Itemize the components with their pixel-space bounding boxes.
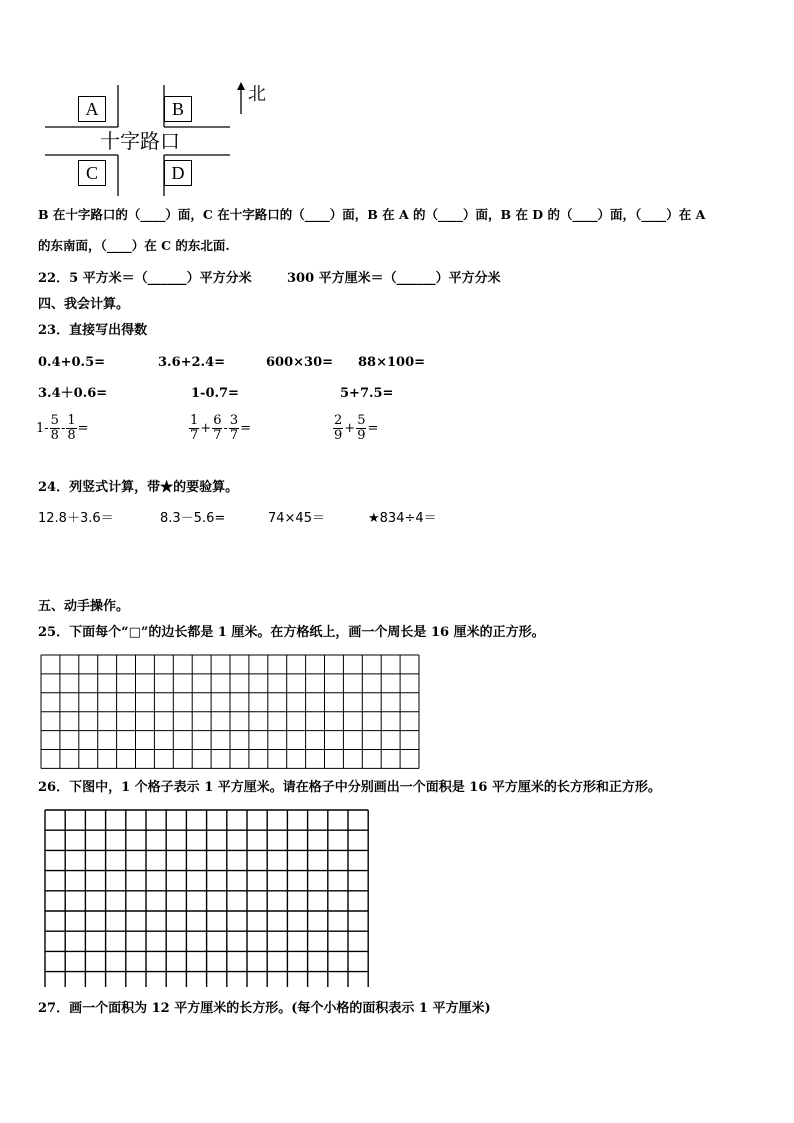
box-a: A — [78, 96, 106, 122]
q24-e4: ★834÷4＝ — [368, 511, 437, 526]
q21-line1: B 在十字路口的（____）面，C 在十字路口的（____）面，B 在 A 的（____）面，B 在 D 的（____）面，（____）在 A — [38, 207, 706, 222]
q24-e1: 12.8＋3.6＝ — [38, 511, 114, 526]
q23-r1-e1: 0.4+0.5= — [38, 355, 106, 370]
q24-e2: 8.3－5.6= — [160, 511, 226, 526]
q23-title: 23．直接写出得数 — [38, 323, 148, 338]
q25-grid[interactable] — [40, 654, 420, 770]
q24-e3: 74×45＝ — [268, 511, 325, 526]
q23-r3-e3: $\frac{2}{9}$ + $\frac{5}{9}$ = — [334, 413, 379, 443]
q23-r1-e2: 3.6+2.4= — [158, 355, 226, 370]
crossroad-label: 十字路口 — [100, 129, 180, 153]
box-d: D — [164, 160, 192, 186]
section-5-heading: 五、动手操作。 — [38, 599, 130, 614]
q23-r3-e1: 1- $\frac{5}{8}$ - $\frac{1}{8}$ = — [36, 413, 89, 443]
q23-r1-e4: 88×100= — [358, 355, 426, 370]
q21-line2: 的东南面，（____）在 C 的东北面. — [38, 238, 230, 253]
q23-r2-e2: 1-0.7= — [191, 386, 239, 401]
north-label: 北 — [248, 84, 266, 105]
q23-r1-e3: 600×30= — [266, 355, 334, 370]
box-b: B — [164, 96, 192, 122]
q22-part2: 300 平方厘米＝（______）平方分米 — [287, 271, 501, 286]
q26-title: 26．下图中，1 个格子表示 1 平方厘米。请在格子中分别画出一个面积是 16 平方厘米的长方形和正方形。 — [38, 780, 661, 795]
q24-title: 24．列竖式计算，带★的要验算。 — [38, 480, 239, 495]
crossroad-diagram — [40, 80, 280, 200]
q23-r3-e2: $\frac{1}{7}$ + $\frac{6}{7}$ - $\frac{3}{7}$ = — [190, 413, 252, 443]
q22-part1: 22．5 平方米＝（______）平方分米 — [38, 271, 252, 286]
q27-title: 27．画一个面积为 12 平方厘米的长方形。(每个小格的面积表示 1 平方厘米) — [38, 1001, 491, 1016]
q26-grid[interactable] — [44, 809, 372, 987]
q25-title: 25．下面每个“□”的边长都是 1 厘米。在方格纸上，画一个周长是 16 厘米的正方形。 — [38, 625, 545, 640]
q23-r2-e3: 5+7.5= — [340, 386, 394, 401]
q23-r2-e1: 3.4＋0.6= — [38, 386, 108, 401]
box-c: C — [78, 160, 106, 186]
section-4-heading: 四、我会计算。 — [38, 297, 130, 312]
